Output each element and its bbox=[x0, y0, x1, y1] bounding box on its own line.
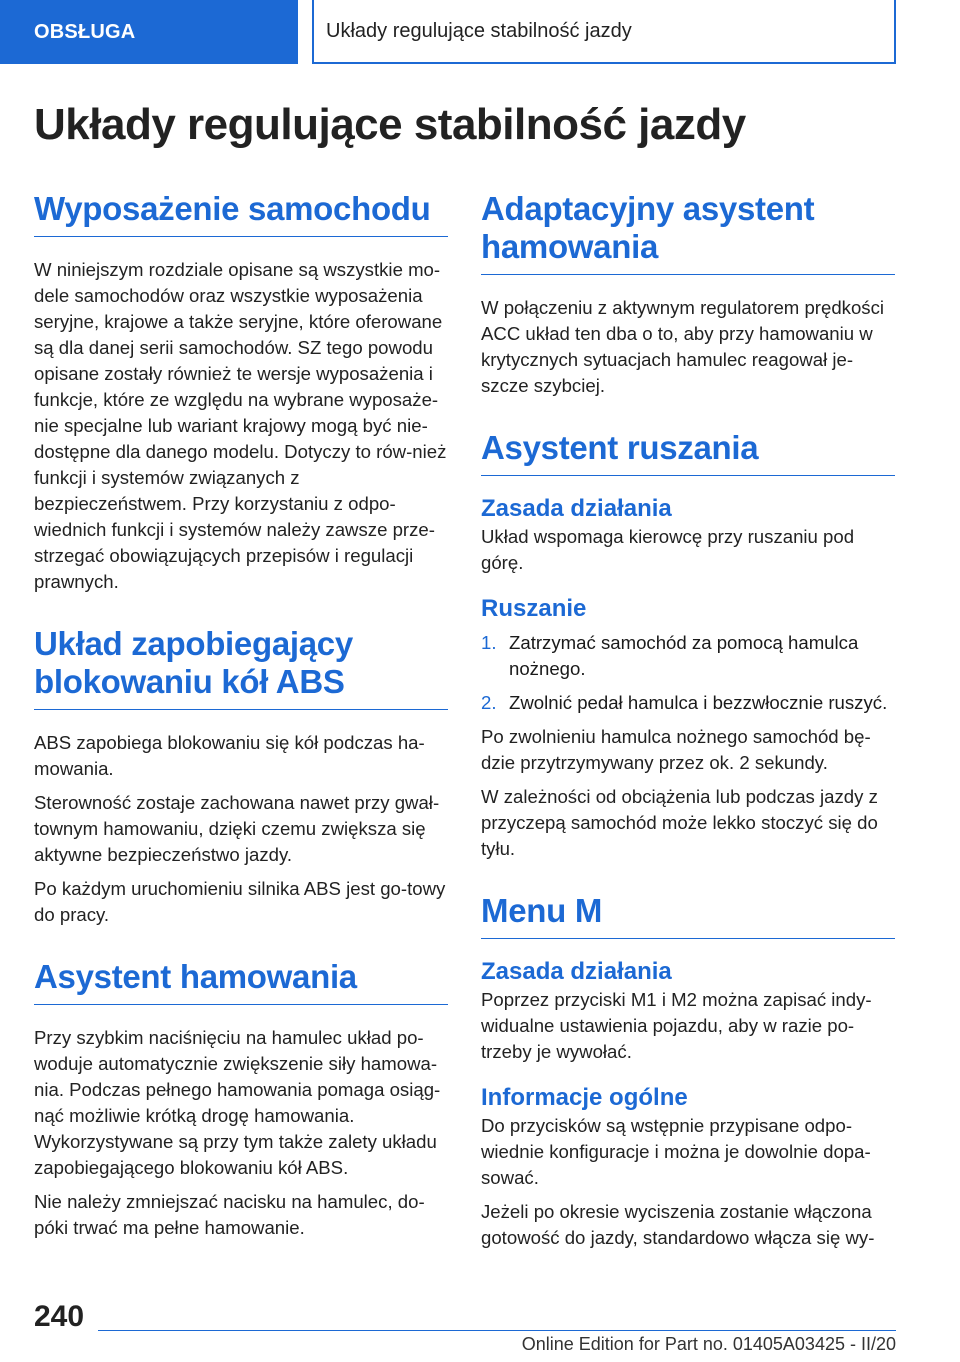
heading-equipment: Wyposażenie samochodu bbox=[34, 190, 448, 237]
section-hill-start bbox=[481, 429, 895, 862]
section-brake-assist bbox=[34, 958, 448, 1241]
chapter-tab: Układy regulujące stabilność jazdy bbox=[312, 0, 896, 64]
paragraph-info-1: Do przycisków są wstępnie przypisane odpo-wiednie konfiguracje i można je dowolnie dopa-sować. bbox=[481, 1115, 871, 1188]
paragraph-brake-assist-2: Nie należy zmniejszać nacisku na hamulec, do-póki trwać ma pełne hamowanie. bbox=[34, 1191, 425, 1238]
paragraph-hill-principle: Układ wspomaga kierowcę przy ruszaniu pod górę. bbox=[481, 526, 855, 573]
heading-menu-m: Menu M bbox=[481, 892, 895, 939]
section-equipment bbox=[34, 190, 448, 595]
paragraph-menu-principle: Poprzez przyciski M1 i M2 można zapisać indy-widualne ustawienia pojazdu, aby w razie po-trzeby je wywołać. bbox=[481, 989, 872, 1062]
top-bar bbox=[0, 0, 960, 66]
footer-edition: Online Edition for Part no. 01405A03425 - II/20 bbox=[521, 1334, 896, 1354]
subheading-start: Ruszanie bbox=[481, 595, 587, 622]
footer-rule bbox=[98, 1330, 896, 1331]
paragraph-equipment: W niniejszym rozdziale opisane są wszystkie mo-dele samochodów oraz wszystkie wyposażenia seryjne, krajowe a także seryjne, które oferowane są dla danej serii samochodów. SZ tego powodu opisane zostały również te wersje wyposażenia i funkcje, które ze względu na wybrane wyposaże-nie specjalne lub wariant krajowy mogą być nie-dostępne dla danego modelu. Dotyczy to rów-nież funkcji i systemów związanych z bezpieczeństwem. Przy korzystaniu z odpo-wiednich funkcji i systemów należy zawsze prze-strzegać obowiązujących przepisów i regulacji prawnych. bbox=[34, 259, 447, 592]
step-number: 1. bbox=[481, 632, 497, 653]
section-abs bbox=[34, 625, 448, 928]
heading-abs: Układ zapobiegający blokowaniu kół ABS bbox=[34, 625, 448, 710]
section-adaptive-brake-assist bbox=[481, 190, 895, 399]
step-text: Zatrzymać samochód za pomocą hamulca nożnego. bbox=[509, 632, 859, 679]
page-number: 240 bbox=[34, 1300, 85, 1333]
paragraph-adaptive: W połączeniu z aktywnym regulatorem prędkości ACC układ ten dba o to, aby przy hamowaniu w krytycznych sytuacjach hamulec reagował je-szcze szybciej. bbox=[481, 297, 885, 396]
step-number: 2. bbox=[481, 692, 497, 713]
section-menu-m bbox=[481, 892, 895, 1251]
paragraph-abs-3: Po każdym uruchomieniu silnika ABS jest go-towy do pracy. bbox=[34, 878, 446, 925]
step-text: Zwolnić pedał hamulca i bezzwłocznie ruszyć. bbox=[509, 692, 888, 713]
page-title: Układy regulujące stabilność jazdy bbox=[34, 100, 746, 149]
right-column bbox=[481, 190, 895, 1251]
left-column bbox=[34, 190, 448, 1241]
subheading-hill-principle: Zasada działania bbox=[481, 495, 672, 522]
heading-hill-start: Asystent ruszania bbox=[481, 429, 895, 476]
paragraph-info-2: Jeżeli po okresie wyciszenia zostanie włączona gotowość do jazdy, standardowo włącza się wy- bbox=[481, 1201, 875, 1248]
list-item bbox=[481, 690, 895, 716]
paragraph-hill-2: W zależności od obciążenia lub podczas jazdy z przyczepą samochód może lekko stoczyć się do tyłu. bbox=[481, 786, 878, 859]
paragraph-brake-assist-1: Przy szybkim naciśnięciu na hamulec układ po-woduje automatycznie zwiększenie siły hamowa-nia. Podczas pełnego hamowania pomaga osiąg-nąć możliwie krótką drogę hamowania. Wykorzystywane są przy tym także zalety układu zapobiegającego blokowaniu kół ABS. bbox=[34, 1027, 441, 1178]
list-item bbox=[481, 630, 895, 682]
section-tab: OBSŁUGA bbox=[0, 0, 298, 64]
subheading-general-info: Informacje ogólne bbox=[481, 1084, 688, 1111]
paragraph-hill-1: Po zwolnieniu hamulca nożnego samochód bę-dzie przytrzymywany przez ok. 2 sekundy. bbox=[481, 726, 871, 773]
subheading-menu-principle: Zasada działania bbox=[481, 958, 672, 985]
heading-brake-assist: Asystent hamowania bbox=[34, 958, 448, 1005]
paragraph-abs-2: Sterowność zostaje zachowana nawet przy gwał-townym hamowaniu, dzięki czemu zwiększa się aktywne bezpieczeństwo jazdy. bbox=[34, 792, 440, 865]
paragraph-abs-1: ABS zapobiega blokowaniu się kół podczas ha-mowania. bbox=[34, 732, 425, 779]
steps-list bbox=[481, 630, 895, 716]
heading-adaptive: Adaptacyjny asystent hamowania bbox=[481, 190, 895, 275]
